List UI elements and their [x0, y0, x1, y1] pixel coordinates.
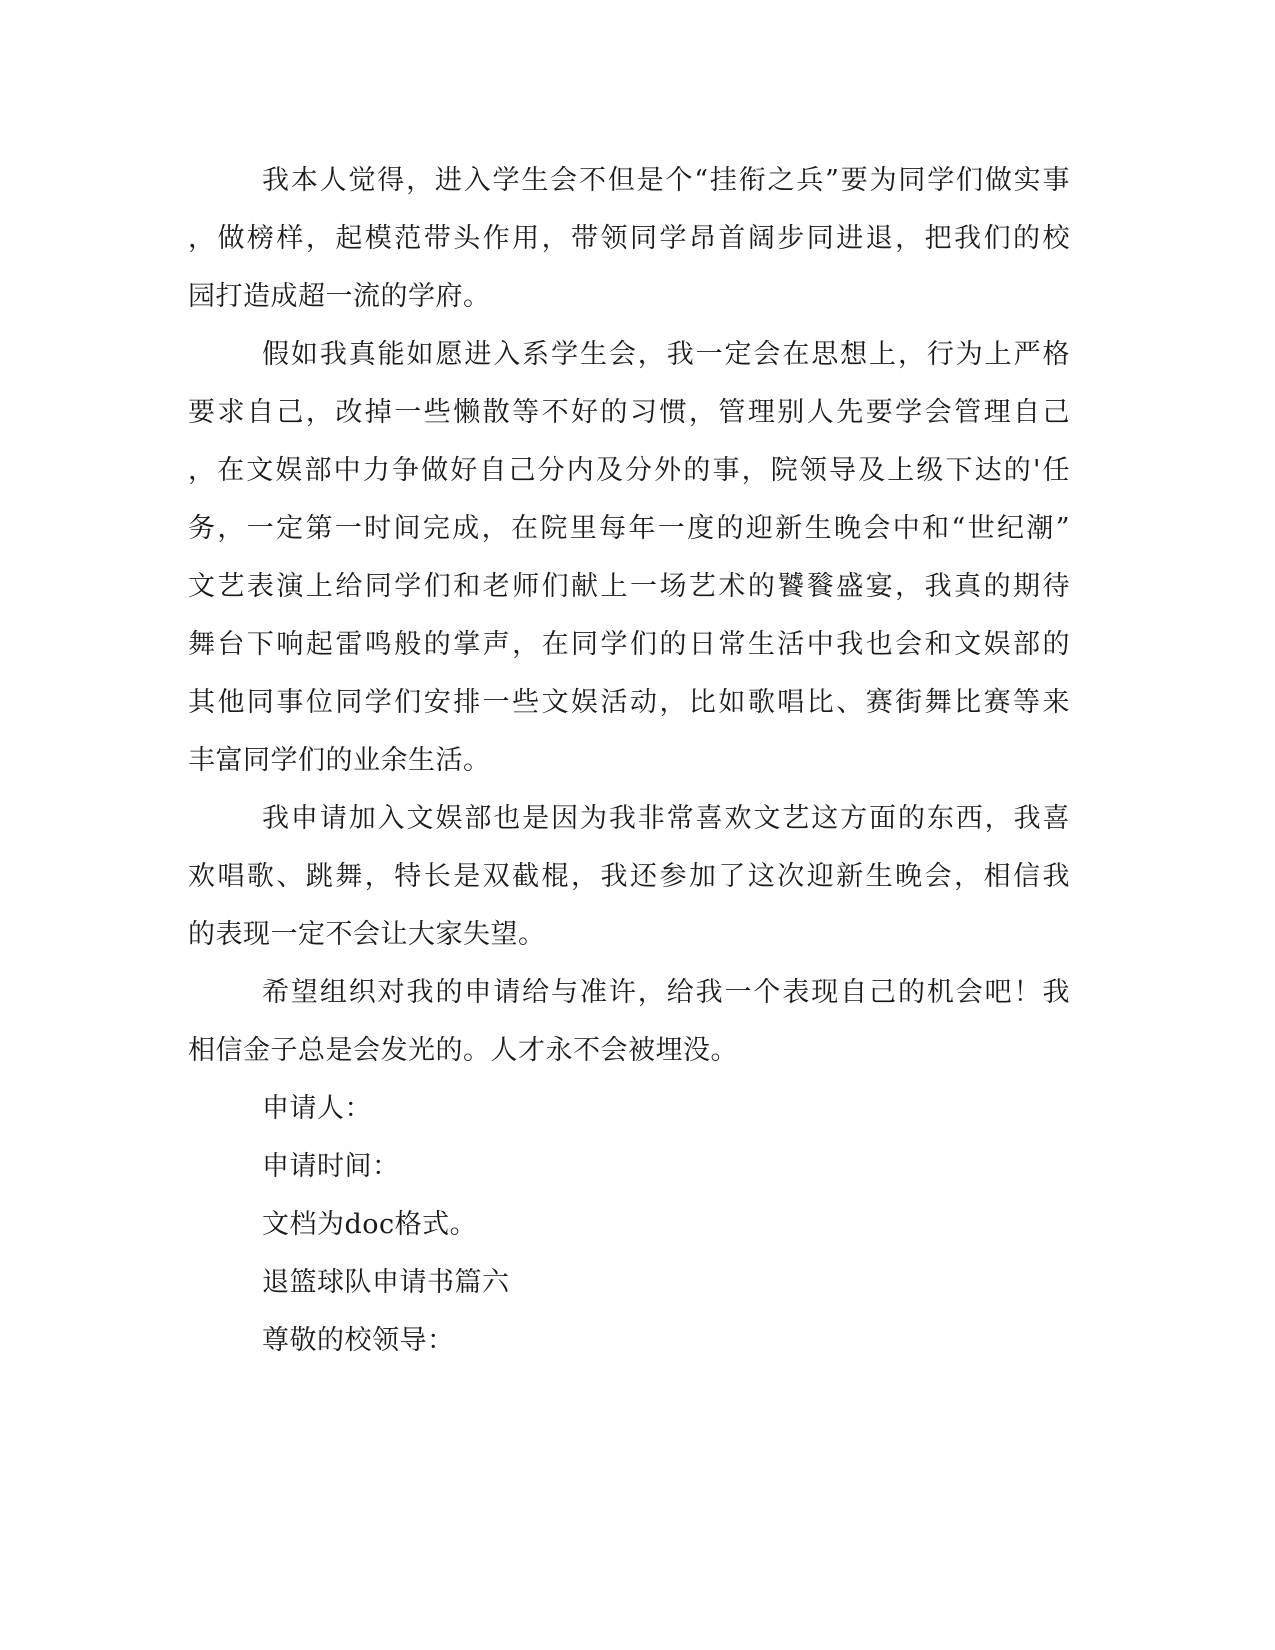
paragraph-2-line-1: 假如我真能如愿进入系学生会，我一定会在思想上，行为上严格 [262, 339, 1070, 370]
paragraph-1-line-3: 园打造成超一流的学府。 [188, 281, 491, 312]
paragraph-2-line-3: ，在文娱部中力争做好自己分内及分外的事，院领导及上级下达的'任 [188, 455, 1070, 486]
paragraph-4-line-1: 希望组织对我的申请给与准许，给我一个表现自己的机会吧！我 [262, 977, 1070, 1008]
paragraph-1-line-2: ，做榜样，起模范带头作用，带领同学昂首阔步同进退，把我们的校 [188, 223, 1070, 254]
applicant-label: 申请人： [262, 1093, 372, 1124]
application-time-label: 申请时间： [262, 1151, 400, 1182]
format-note: 文档为doc格式。 [262, 1209, 478, 1240]
paragraph-1-line-1: 我本人觉得，进入学生会不但是个“挂衔之兵”要为同学们做实事 [262, 165, 1070, 196]
section-title: 退篮球队申请书篇六 [262, 1267, 510, 1298]
paragraph-4-line-2: 相信金子总是会发光的。人才永不会被埋没。 [188, 1035, 738, 1066]
paragraph-2-line-6: 舞台下响起雷鸣般的掌声，在同学们的日常生活中我也会和文娱部的 [188, 629, 1070, 660]
paragraph-2-line-4: 务，一定第一时间完成，在院里每年一度的迎新生晚会中和“世纪潮” [188, 513, 1070, 544]
paragraph-3-line-3: 的表现一定不会让大家失望。 [188, 919, 546, 950]
salutation: 尊敬的校领导： [262, 1325, 455, 1356]
paragraph-3-line-2: 欢唱歌、跳舞，特长是双截棍，我还参加了这次迎新生晚会，相信我 [188, 861, 1070, 892]
paragraph-2-line-5: 文艺表演上给同学们和老师们献上一场艺术的饕餮盛宴，我真的期待 [188, 571, 1070, 602]
paragraph-2-line-2: 要求自己，改掉一些懒散等不好的习惯，管理别人先要学会管理自己 [188, 397, 1070, 428]
paragraph-2-line-8: 丰富同学们的业余生活。 [188, 745, 491, 776]
paragraph-3-line-1: 我申请加入文娱部也是因为我非常喜欢文艺这方面的东西，我喜 [262, 803, 1070, 834]
paragraph-2-line-7: 其他同事位同学们安排一些文娱活动，比如歌唱比、赛街舞比赛等来 [188, 687, 1070, 718]
